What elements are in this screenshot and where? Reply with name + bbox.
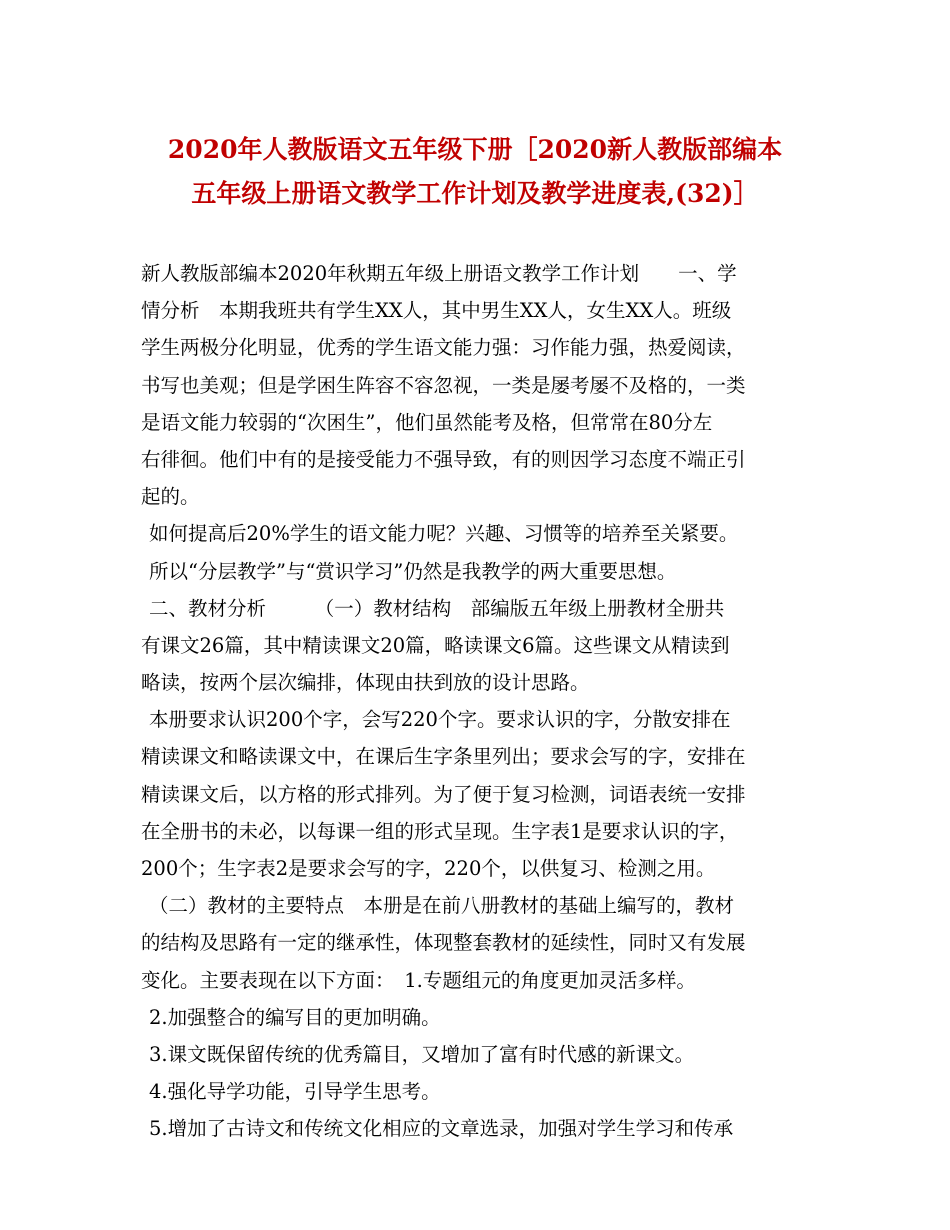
body-line: 略读，按两个层次编排，体现由扶到放的设计思路。 [141,671,590,695]
list-item: 3.课文既保留传统的优秀篇目，又增加了富有时代感的新课文。 [149,1042,695,1066]
body-line: 精读课文和略读课文中，在课后生字条里列出；要求会写的字，安排在 [141,745,746,769]
document-body [141,255,815,1148]
paragraph-feature-list [141,999,815,1148]
body-line: 精读课文后，以方格的形式排列。为了便于复习检测，词语表统一安排 [141,782,746,806]
list-item: 2.加强整合的编写目的更加明确。 [149,1005,441,1029]
body-line: 所以“分层教学”与“赏识学习”仍然是我教学的两大重要思想。 [149,559,677,583]
paragraph-teaching-ideas [141,553,815,590]
paragraph-textbook-analysis [141,590,815,702]
body-line: 学生两极分化明显，优秀的学生语文能力强：习作能力强，热爱阅读， [141,336,746,360]
document-title [130,128,820,216]
paragraph-characters [141,701,815,887]
title-line-2: 五年级上册语文教学工作计划及教学进度表,(32)］ [191,179,759,208]
paragraph-learning-analysis [141,255,815,515]
paragraph-features [141,887,815,999]
list-item: 5.增加了古诗文和传统文化相应的文章选录，加强对学生学习和传承 [149,1117,734,1141]
list-item: 4.强化导学功能，引导学生思考。 [149,1080,441,1104]
body-line: 是语文能力较弱的“次困生”，他们虽然能考及格，但常常在80分左 [141,410,713,434]
body-line: 的结构及思路有一定的继承性，体现整套教材的延续性，同时又有发展 [141,931,746,955]
body-line: （二）教材的主要特点 本册是在前八册教材的基础上编写的，教材 [149,894,735,918]
body-line: 新人教版部编本2020年秋期五年级上册语文教学工作计划 一、学 [141,262,737,285]
body-line: 书写也美观；但是学困生阵容不容忽视，一类是屡考屡不及格的，一类 [141,373,746,397]
paragraph-improvement [141,515,815,552]
body-line: 变化。主要表现在以下方面： 1.专题组元的角度更加灵活多样。 [141,968,696,992]
body-line: 本册要求认识200个字，会写220个字。要求认识的字，分散安排在 [149,708,731,732]
body-line: 如何提高后20%学生的语文能力呢？兴趣、习惯等的培养至关紧要。 [149,522,739,546]
title-line-1: 2020年人教版语文五年级下册［2020新人教版部编本 [167,135,783,164]
body-line: 右徘徊。他们中有的是接受能力不强导致，有的则因学习态度不端正引 [141,447,746,471]
body-line: 起的。 [141,485,200,509]
body-line: 有课文26篇，其中精读课文20篇，略读课文6篇。这些课文从精读到 [141,633,730,657]
body-line: 二、教材分析 （一）教材结构 部编版五年级上册教材全册共 [149,596,725,620]
body-line: 在全册书的未必，以每课一组的形式呈现。生字表1是要求认识的字， [141,819,739,843]
body-line: 情分析 本期我班共有学生XX人，其中男生XX人，女生XX人。班级 [141,299,732,323]
body-line: 200个；生字表2是要求会写的字，220个，以供复习、检测之用。 [141,857,716,880]
